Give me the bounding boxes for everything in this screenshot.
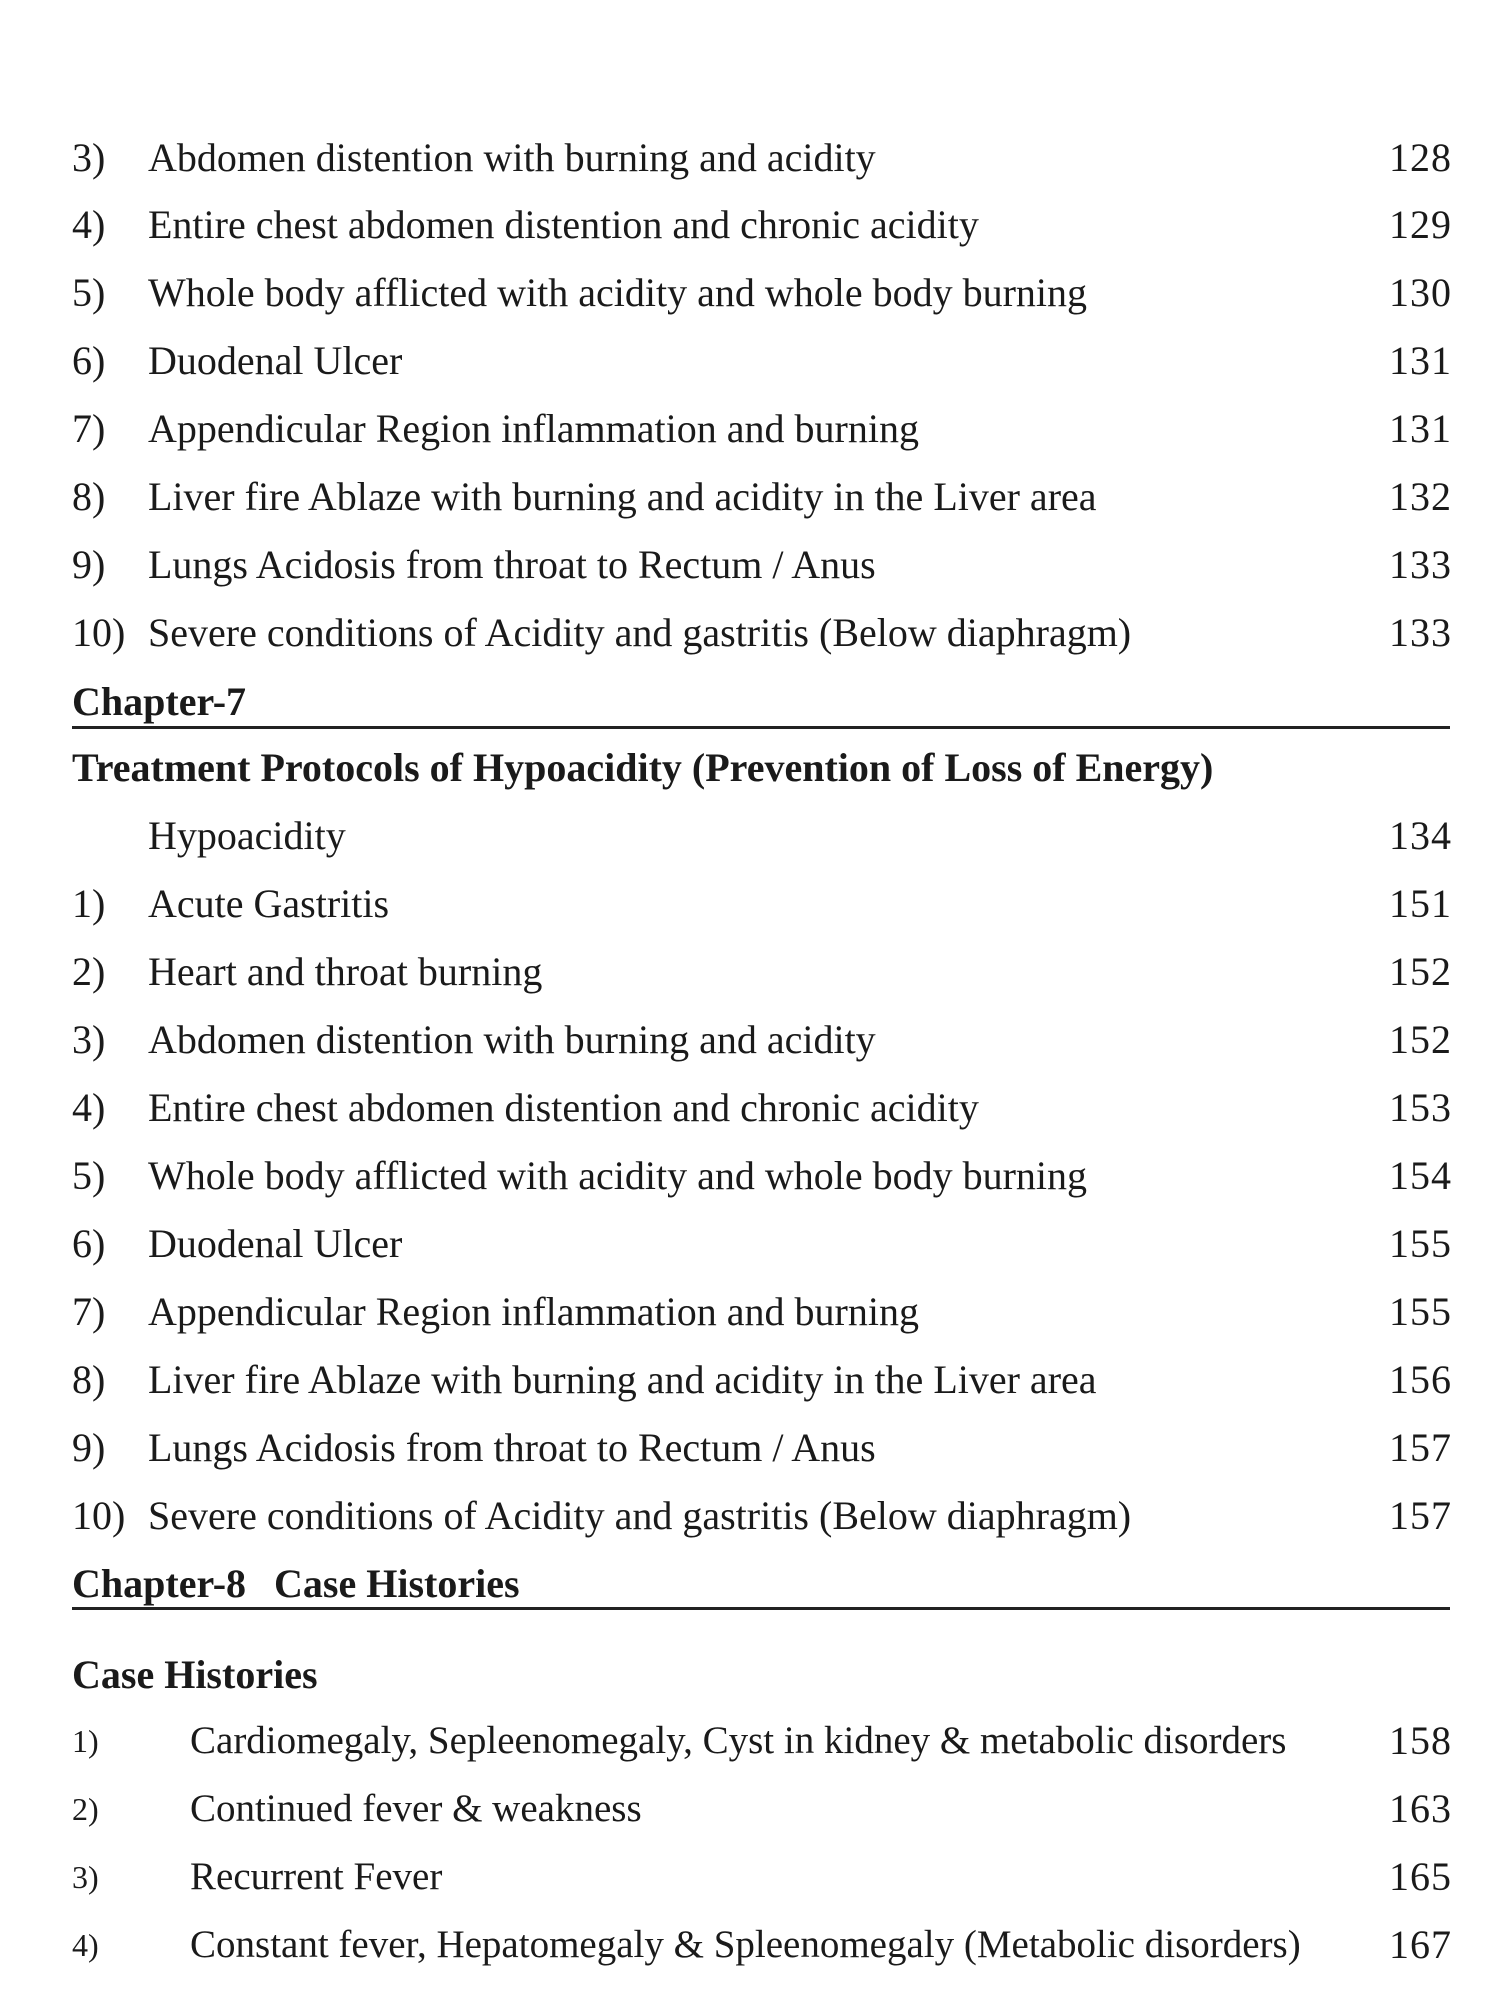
entry-number: 4) [72, 202, 106, 247]
entry-page: 133 [1389, 610, 1452, 655]
entry-page: 154 [1389, 1153, 1452, 1198]
entry-page: 133 [1389, 542, 1452, 587]
toc-entry[interactable] [72, 605, 1452, 661]
entry-page: 131 [1389, 406, 1452, 451]
toc-entry[interactable] [72, 333, 1452, 389]
chapter-8-label: Chapter-8 [72, 1561, 247, 1606]
toc-entry[interactable] [72, 1420, 1452, 1476]
entry-page: 155 [1389, 1221, 1452, 1266]
toc-entry[interactable] [72, 1713, 1452, 1769]
chapter-7-rule [72, 726, 1450, 729]
entry-number: 1) [72, 1723, 99, 1759]
case-histories-heading: Case Histories [72, 1652, 318, 1697]
entry-page: 128 [1389, 135, 1452, 180]
entry-title: Hypoacidity [148, 813, 346, 858]
entry-title: Lungs Acidosis from throat to Rectum / Anus [148, 1425, 876, 1470]
toc-entry[interactable] [72, 1012, 1452, 1068]
entry-page: 151 [1389, 881, 1452, 926]
entry-number: 10) [72, 1493, 126, 1538]
toc-entry[interactable] [72, 1216, 1452, 1272]
entry-page: 130 [1389, 270, 1452, 315]
toc-entry[interactable] [72, 469, 1452, 525]
entry-title: Severe conditions of Acidity and gastritis (Below diaphragm) [148, 610, 1132, 655]
entry-number: 9) [72, 1425, 106, 1470]
chapter-7-heading: Chapter-7 [72, 679, 247, 724]
toc-entry[interactable] [72, 1148, 1452, 1204]
entry-number: 2) [72, 1791, 99, 1827]
entry-title: Whole body afflicted with acidity and whole body burning [148, 270, 1088, 315]
entry-page: 167 [1389, 1922, 1452, 1967]
entry-page: 152 [1389, 1017, 1452, 1062]
entry-page: 152 [1389, 949, 1452, 994]
entry-page: 156 [1389, 1357, 1452, 1402]
toc-entry[interactable] [72, 401, 1452, 457]
toc-entry[interactable] [72, 1849, 1452, 1905]
entry-number: 6) [72, 338, 106, 383]
entry-title: Whole body afflicted with acidity and whole body burning [148, 1153, 1088, 1198]
entry-page: 155 [1389, 1289, 1452, 1334]
entry-title: Lungs Acidosis from throat to Rectum / Anus [148, 542, 876, 587]
entry-number: 7) [72, 406, 106, 451]
toc-entry[interactable] [72, 1352, 1452, 1408]
entry-page: 158 [1389, 1718, 1452, 1763]
entry-title: Severe conditions of Acidity and gastritis (Below diaphragm) [148, 1493, 1132, 1538]
toc-entry[interactable] [72, 265, 1452, 321]
entry-number: 3) [72, 1859, 99, 1895]
entry-number: 4) [72, 1085, 106, 1130]
entry-number: 1) [72, 881, 106, 926]
entry-number: 8) [72, 474, 106, 519]
chapter-7-subtitle: Treatment Protocols of Hypoacidity (Prevention of Loss of Energy) [72, 745, 1214, 790]
entry-number: 8) [72, 1357, 106, 1402]
entry-title: Entire chest abdomen distention and chronic acidity [148, 202, 979, 247]
entry-page: 131 [1389, 338, 1452, 383]
entry-page: 163 [1389, 1786, 1452, 1831]
chapter-8-heading [72, 1556, 520, 1612]
entry-title: Liver fire Ablaze with burning and acidity in the Liver area [148, 1357, 1097, 1402]
entry-number: 7) [72, 1289, 106, 1334]
entry-number: 5) [72, 1153, 106, 1198]
entry-title: Recurrent Fever [190, 1855, 443, 1898]
toc-entry[interactable] [72, 1917, 1452, 1973]
entry-title: Continued fever & weakness [190, 1787, 642, 1830]
entry-page: 129 [1389, 202, 1452, 247]
toc-entry[interactable] [72, 1284, 1452, 1340]
entry-title: Acute Gastritis [148, 881, 390, 926]
entry-number: 2) [72, 949, 106, 994]
chapter-8-title: Case Histories [274, 1561, 520, 1606]
entry-number: 5) [72, 270, 106, 315]
entry-number: 3) [72, 1017, 106, 1062]
entry-title: Abdomen distention with burning and acidity [148, 1017, 876, 1062]
toc-entry[interactable] [72, 1488, 1452, 1544]
toc-entry[interactable] [72, 537, 1452, 593]
entry-number: 10) [72, 610, 126, 655]
entry-page: 134 [1389, 813, 1452, 858]
entry-page: 157 [1389, 1425, 1452, 1470]
entry-page: 165 [1389, 1854, 1452, 1899]
entry-title: Appendicular Region inflammation and burning [148, 1289, 919, 1334]
entry-number: 3) [72, 135, 106, 180]
entry-page: 157 [1389, 1493, 1452, 1538]
toc-entry[interactable] [72, 944, 1452, 1000]
toc-entry[interactable] [72, 130, 1452, 186]
entry-title: Liver fire Ablaze with burning and acidity in the Liver area [148, 474, 1097, 519]
entry-title: Duodenal Ulcer [148, 338, 403, 383]
toc-entry[interactable] [72, 197, 1452, 253]
entry-title: Abdomen distention with burning and acidity [148, 135, 876, 180]
entry-title: Constant fever, Hepatomegaly & Spleenomegaly (Metabolic disorders) [190, 1923, 1301, 1966]
entry-page: 153 [1389, 1085, 1452, 1130]
chapter-8-rule [72, 1607, 1450, 1610]
entry-page: 132 [1389, 474, 1452, 519]
entry-title: Heart and throat burning [148, 949, 543, 994]
entry-title: Cardiomegaly, Sepleenomegaly, Cyst in kidney & metabolic disorders [190, 1719, 1287, 1762]
toc-entry-intro[interactable] [72, 808, 1452, 864]
entry-number: 4) [72, 1927, 99, 1963]
entry-title: Appendicular Region inflammation and burning [148, 406, 919, 451]
toc-entry[interactable] [72, 1080, 1452, 1136]
entry-number: 6) [72, 1221, 106, 1266]
toc-entry[interactable] [72, 1781, 1452, 1837]
entry-number: 9) [72, 542, 106, 587]
toc-entry[interactable] [72, 876, 1452, 932]
entry-title: Entire chest abdomen distention and chronic acidity [148, 1085, 979, 1130]
entry-title: Duodenal Ulcer [148, 1221, 403, 1266]
